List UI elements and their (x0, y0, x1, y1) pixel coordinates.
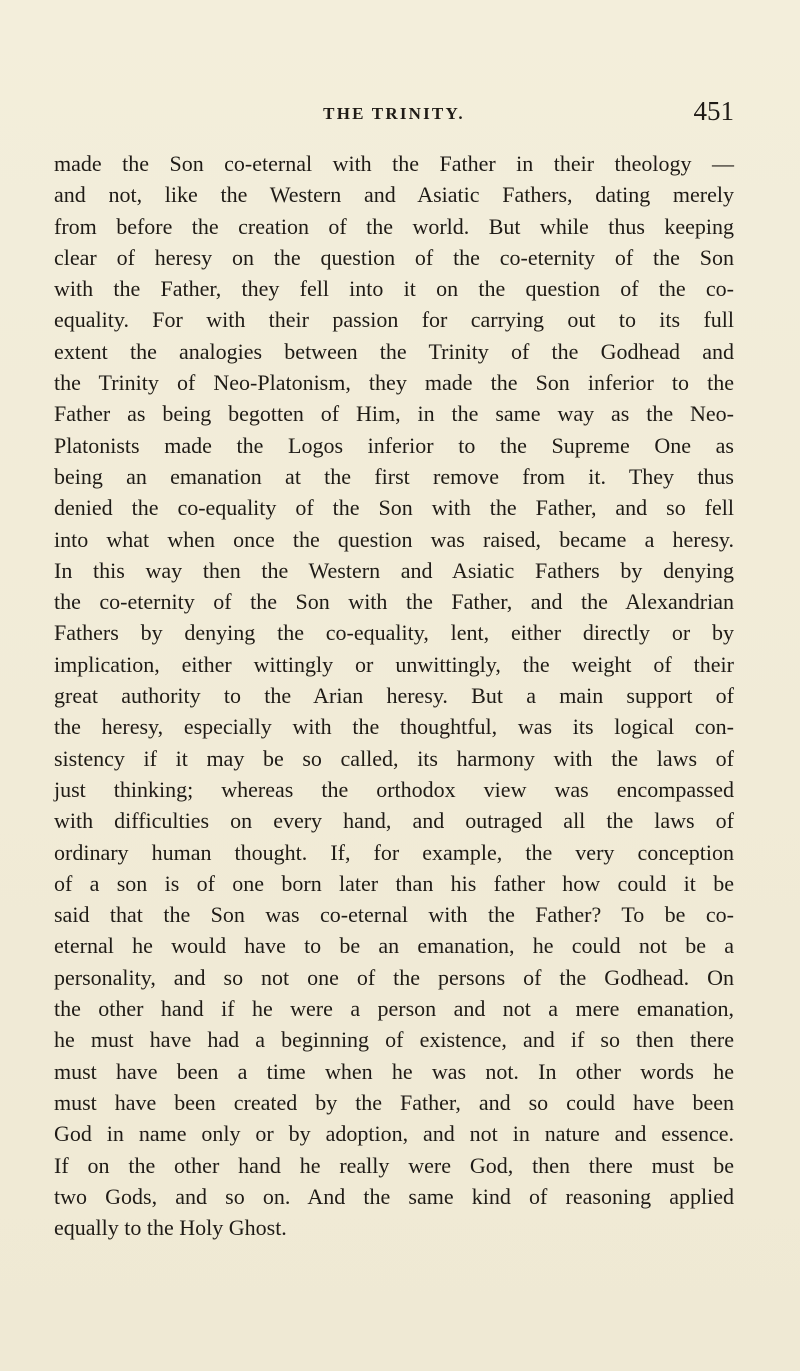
text-line: and not, like the Western and Asiatic Fathers, dating merely (54, 182, 734, 208)
running-title: THE TRINITY. (323, 104, 465, 123)
text-line: denied the co-equality of the Son with the Father, and so fell (54, 495, 734, 521)
text-line: made the Son co-eternal with the Father in their theology — (54, 151, 734, 176)
text-line: the heresy, especially with the thoughtful, was its logical con- (54, 714, 734, 740)
text-line: sistency if it may be so called, its harmony with the laws of (54, 745, 734, 771)
text-line: In this way then the Western and Asiatic Fathers by denying (54, 557, 734, 583)
text-line: from before the creation of the world. But while thus keeping (54, 213, 734, 239)
text-line: Platonists made the Logos inferior to the Supreme One as (54, 432, 734, 458)
text-line: Fathers by denying the co-equality, lent, either directly or by (54, 620, 734, 646)
text-line: the Trinity of Neo-Platonism, they made the Son inferior to the (54, 370, 734, 396)
text-line: Father as being begotten of Him, in the same way as the Neo- (54, 401, 734, 427)
text-line: with difficulties on every hand, and outraged all the laws of (54, 808, 734, 834)
text-line: must have been created by the Father, and so could have been (54, 1089, 734, 1115)
text-line: of a son is of one born later than his father how could it be (54, 870, 734, 896)
text-line: he must have had a beginning of existence, and if so then there (54, 1027, 734, 1053)
text-line: God in name only or by adoption, and not in nature and essence. (54, 1121, 734, 1147)
text-line: two Gods, and so on. And the same kind of reasoning applied (54, 1183, 734, 1209)
text-line: great authority to the Arian heresy. But a main support of (54, 683, 734, 709)
text-line: personality, and so not one of the persons of the Godhead. On (54, 964, 734, 990)
text-line: said that the Son was co-eternal with the Father? To be co- (54, 902, 734, 928)
text-line: ordinary human thought. If, for example, the very conception (54, 839, 734, 865)
text-line: If on the other hand he really were God, then there must be (54, 1152, 734, 1178)
text-line: with the Father, they fell into it on the question of the co- (54, 276, 734, 302)
text-line: extent the analogies between the Trinity of the Godhead and (54, 338, 734, 364)
text-line: eternal he would have to be an emanation, he could not be a (54, 933, 734, 959)
text-line: must have been a time when he was not. In other words he (54, 1058, 734, 1084)
text-line: clear of heresy on the question of the co-eternity of the Son (54, 244, 734, 270)
text-line: equally to the Holy Ghost. (54, 1215, 287, 1241)
text-line: the other hand if he were a person and not a mere emanation, (54, 996, 734, 1022)
text-line: just thinking; whereas the orthodox view was encompassed (54, 776, 734, 802)
text-line: into what when once the question was raised, became a heresy. (54, 526, 734, 552)
text-line: being an emanation at the first remove from it. They thus (54, 463, 734, 489)
text-line: the co-eternity of the Son with the Father, and the Alexandrian (54, 589, 734, 615)
running-head (54, 96, 734, 136)
text-line: implication, either wittingly or unwittingly, the weight of their (54, 651, 734, 677)
page-number: 451 (693, 96, 734, 126)
body-text (54, 148, 734, 1243)
text-line: equality. For with their passion for carrying out to its full (54, 307, 734, 333)
